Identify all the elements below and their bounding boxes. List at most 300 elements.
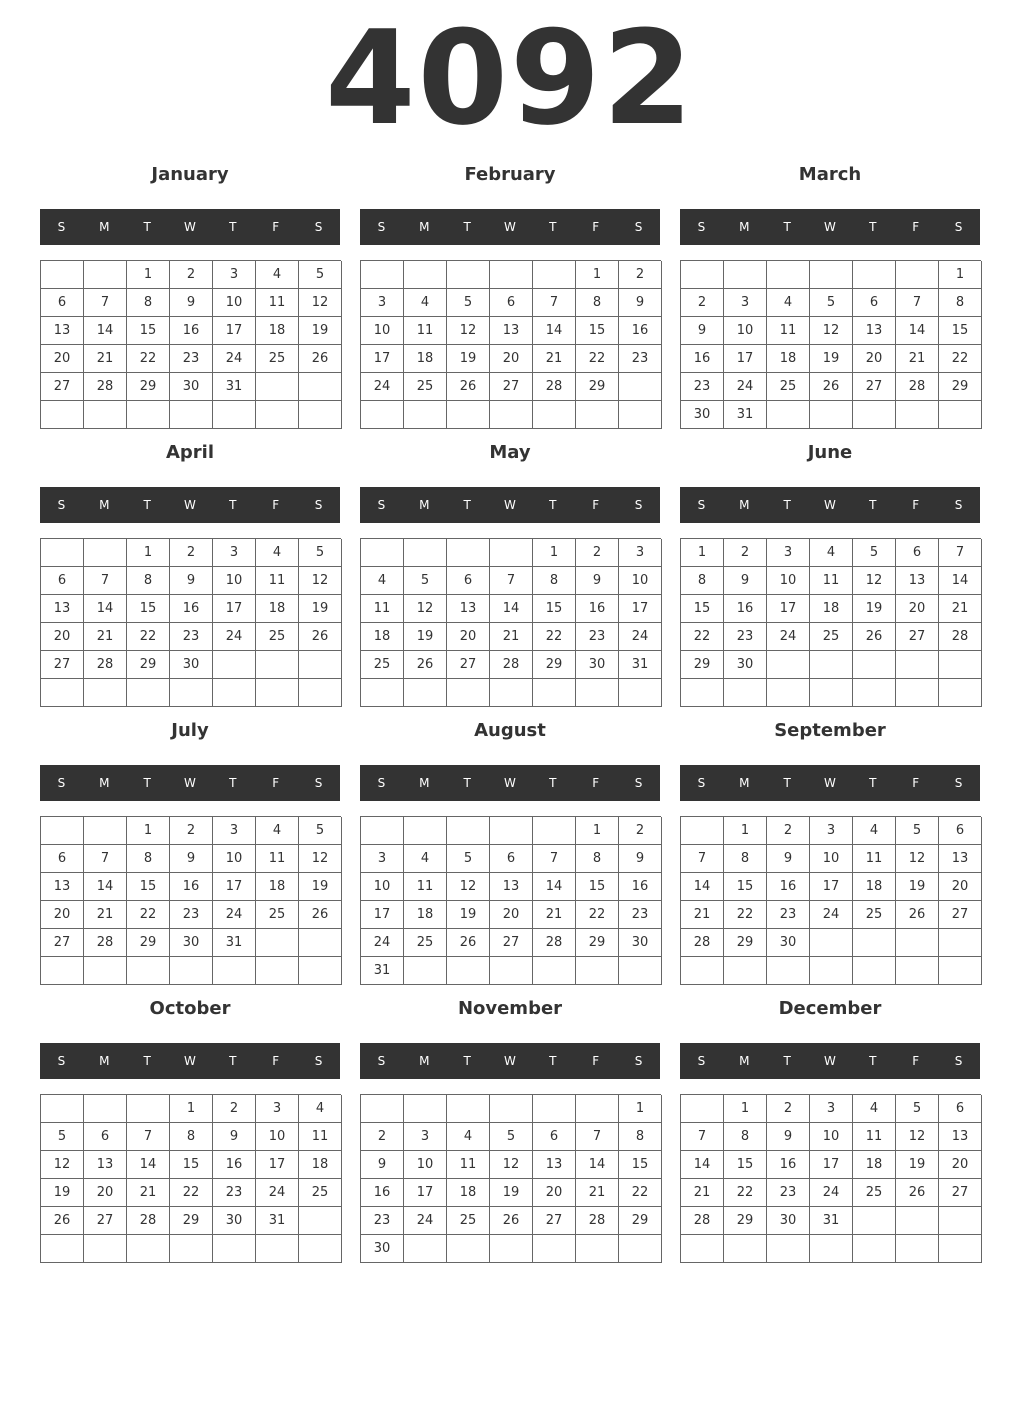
day-cell: 1 [724,1095,767,1123]
day-cell: 8 [127,845,170,873]
empty-cell [853,957,896,985]
day-cell: 18 [404,345,447,373]
day-cell: 8 [576,289,619,317]
day-cell: 22 [681,623,724,651]
day-cell: 10 [767,567,810,595]
day-cell: 21 [490,623,533,651]
day-cell: 27 [41,373,84,401]
day-cell: 6 [41,845,84,873]
day-cell: 11 [853,845,896,873]
day-cell: 23 [213,1179,256,1207]
day-cell: 31 [213,929,256,957]
day-cell: 12 [299,567,342,595]
empty-cell [896,1235,939,1263]
day-cell: 2 [170,539,213,567]
empty-cell [213,651,256,679]
day-cell: 7 [681,845,724,873]
day-cell: 28 [84,929,127,957]
empty-cell [490,261,533,289]
day-cell: 18 [299,1151,342,1179]
weekday-label: F [912,220,920,234]
month-name: July [171,720,209,741]
empty-cell [896,1207,939,1235]
weekday-label: W [504,776,516,790]
day-cell: 26 [853,623,896,651]
day-cell: 24 [810,901,853,929]
month-name: September [774,720,886,741]
day-cell: 28 [939,623,982,651]
day-cell: 16 [724,595,767,623]
weekday-header [40,765,340,801]
empty-cell [170,957,213,985]
day-cell: 20 [41,345,84,373]
day-cell: 3 [767,539,810,567]
day-cell: 23 [576,623,619,651]
day-cell: 10 [810,1123,853,1151]
day-cell: 25 [404,929,447,957]
weekday-label: S [377,1054,386,1068]
day-cell: 12 [41,1151,84,1179]
day-cell: 2 [170,817,213,845]
day-cell: 20 [490,345,533,373]
weekday-header [680,487,980,523]
day-cell: 5 [299,817,342,845]
day-cell: 29 [939,373,982,401]
month-name: June [807,442,853,463]
day-cell: 27 [41,651,84,679]
weekday-header [680,765,980,801]
day-cell: 7 [127,1123,170,1151]
day-cell: 25 [361,651,404,679]
empty-cell [896,957,939,985]
empty-cell [939,929,982,957]
weekday-header [360,209,660,245]
day-cell: 15 [681,595,724,623]
weekday-label: T [869,498,877,512]
empty-cell [299,401,342,429]
empty-cell [84,817,127,845]
day-cell: 12 [853,567,896,595]
weekday-label: M [99,498,110,512]
day-cell: 15 [576,317,619,345]
day-cell: 1 [127,261,170,289]
weekday-label: S [314,776,323,790]
day-cell: 17 [213,595,256,623]
day-cell: 25 [853,1179,896,1207]
empty-cell [767,957,810,985]
weekday-label: F [272,1054,280,1068]
day-cell: 25 [256,623,299,651]
day-cell: 29 [724,929,767,957]
weekday-label: S [954,498,963,512]
day-cell: 10 [213,567,256,595]
weekday-label: W [184,498,196,512]
day-cell: 30 [724,651,767,679]
day-cell: 24 [361,929,404,957]
day-cell: 31 [619,651,662,679]
day-cell: 15 [939,317,982,345]
day-cell: 7 [490,567,533,595]
weekday-label: S [954,1054,963,1068]
day-cell: 3 [213,539,256,567]
day-cell: 30 [681,401,724,429]
days-grid [360,260,661,429]
day-cell: 25 [810,623,853,651]
day-cell: 27 [939,901,982,929]
month-name: December [778,998,882,1019]
day-cell: 19 [490,1179,533,1207]
weekday-label: W [184,220,196,234]
day-cell: 28 [84,651,127,679]
empty-cell [681,1235,724,1263]
day-cell: 17 [213,873,256,901]
empty-cell [619,401,662,429]
weekday-label: M [99,776,110,790]
day-cell: 25 [256,901,299,929]
day-cell: 9 [619,845,662,873]
day-cell: 30 [619,929,662,957]
day-cell: 23 [681,373,724,401]
empty-cell [213,1235,256,1263]
empty-cell [896,401,939,429]
day-cell: 15 [619,1151,662,1179]
day-cell: 16 [767,873,810,901]
weekday-label: F [592,498,600,512]
empty-cell [619,1235,662,1263]
empty-cell [767,401,810,429]
day-cell: 28 [681,929,724,957]
day-cell: 15 [724,873,767,901]
day-cell: 14 [84,317,127,345]
empty-cell [256,401,299,429]
empty-cell [299,651,342,679]
empty-cell [490,401,533,429]
day-cell: 23 [619,345,662,373]
day-cell: 18 [810,595,853,623]
day-cell: 10 [256,1123,299,1151]
weekday-label: S [634,1054,643,1068]
day-cell: 13 [939,1123,982,1151]
day-cell: 8 [170,1123,213,1151]
day-cell: 1 [681,539,724,567]
day-cell: 6 [41,567,84,595]
day-cell: 14 [84,873,127,901]
empty-cell [41,957,84,985]
empty-cell [896,261,939,289]
empty-cell [127,401,170,429]
day-cell: 7 [576,1123,619,1151]
month-name: January [151,164,229,185]
empty-cell [810,261,853,289]
weekday-label: M [739,220,750,234]
days-grid [680,538,981,707]
empty-cell [853,651,896,679]
empty-cell [361,261,404,289]
weekday-label: F [272,220,280,234]
day-cell: 11 [361,595,404,623]
day-cell: 5 [896,817,939,845]
day-cell: 14 [681,873,724,901]
day-cell: 21 [533,901,576,929]
day-cell: 26 [490,1207,533,1235]
empty-cell [84,957,127,985]
day-cell: 4 [256,261,299,289]
empty-cell [41,261,84,289]
weekday-header [40,487,340,523]
day-cell: 4 [810,539,853,567]
day-cell: 4 [404,289,447,317]
empty-cell [256,957,299,985]
day-cell: 8 [724,845,767,873]
weekday-label: M [419,776,430,790]
empty-cell [404,679,447,707]
empty-cell [576,957,619,985]
day-cell: 26 [810,373,853,401]
weekday-label: T [549,220,557,234]
day-cell: 9 [170,845,213,873]
empty-cell [853,679,896,707]
day-cell: 22 [939,345,982,373]
day-cell: 31 [810,1207,853,1235]
day-cell: 20 [939,1151,982,1179]
day-cell: 17 [361,345,404,373]
weekday-label: S [314,220,323,234]
weekday-label: S [377,776,386,790]
weekday-label: S [954,776,963,790]
day-cell: 21 [896,345,939,373]
empty-cell [681,817,724,845]
empty-cell [41,817,84,845]
day-cell: 14 [896,317,939,345]
day-cell: 21 [576,1179,619,1207]
day-cell: 12 [404,595,447,623]
day-cell: 9 [767,1123,810,1151]
day-cell: 17 [619,595,662,623]
day-cell: 14 [84,595,127,623]
day-cell: 31 [361,957,404,985]
day-cell: 1 [170,1095,213,1123]
empty-cell [447,1235,490,1263]
empty-cell [404,1095,447,1123]
weekday-label: S [377,498,386,512]
day-cell: 1 [724,817,767,845]
day-cell: 26 [896,901,939,929]
day-cell: 17 [810,1151,853,1179]
weekday-label: T [143,220,151,234]
day-cell: 27 [939,1179,982,1207]
month-name: November [457,998,563,1019]
day-cell: 23 [170,623,213,651]
empty-cell [533,957,576,985]
weekday-label: M [99,1054,110,1068]
empty-cell [533,1095,576,1123]
empty-cell [681,957,724,985]
day-cell: 19 [896,1151,939,1179]
day-cell: 27 [41,929,84,957]
year-title: 4092 [325,2,695,154]
empty-cell [767,261,810,289]
day-cell: 31 [724,401,767,429]
day-cell: 3 [361,289,404,317]
day-cell: 17 [724,345,767,373]
month-name: March [798,164,862,185]
empty-cell [810,957,853,985]
day-cell: 19 [447,345,490,373]
day-cell: 30 [170,373,213,401]
empty-cell [810,401,853,429]
day-cell: 8 [127,567,170,595]
empty-cell [447,957,490,985]
empty-cell [256,929,299,957]
day-cell: 5 [299,539,342,567]
day-cell: 5 [490,1123,533,1151]
weekday-label: T [783,498,791,512]
day-cell: 25 [447,1207,490,1235]
empty-cell [361,539,404,567]
empty-cell [447,817,490,845]
empty-cell [490,1235,533,1263]
day-cell: 10 [619,567,662,595]
day-cell: 27 [84,1207,127,1235]
empty-cell [127,1095,170,1123]
day-cell: 8 [939,289,982,317]
day-cell: 24 [256,1179,299,1207]
empty-cell [896,651,939,679]
empty-cell [681,679,724,707]
day-cell: 14 [490,595,533,623]
days-grid [680,816,981,985]
empty-cell [619,957,662,985]
empty-cell [576,1235,619,1263]
weekday-label: T [463,776,471,790]
day-cell: 18 [853,1151,896,1179]
day-cell: 5 [896,1095,939,1123]
empty-cell [767,651,810,679]
weekday-label: T [549,1054,557,1068]
empty-cell [256,679,299,707]
weekday-label: S [634,498,643,512]
day-cell: 29 [533,651,576,679]
day-cell: 5 [299,261,342,289]
empty-cell [939,401,982,429]
weekday-label: M [99,220,110,234]
day-cell: 3 [810,817,853,845]
days-grid [40,538,341,707]
day-cell: 29 [170,1207,213,1235]
weekday-label: F [912,498,920,512]
days-grid [360,538,661,707]
empty-cell [576,401,619,429]
day-cell: 16 [681,345,724,373]
day-cell: 11 [447,1151,490,1179]
empty-cell [681,261,724,289]
empty-cell [299,679,342,707]
weekday-label: W [824,220,836,234]
day-cell: 22 [127,623,170,651]
day-cell: 19 [896,873,939,901]
day-cell: 14 [533,317,576,345]
day-cell: 26 [447,929,490,957]
weekday-label: F [272,776,280,790]
weekday-header [360,1043,660,1079]
day-cell: 30 [767,1207,810,1235]
weekday-label: T [463,498,471,512]
day-cell: 18 [404,901,447,929]
day-cell: 4 [767,289,810,317]
empty-cell [681,1095,724,1123]
day-cell: 29 [724,1207,767,1235]
empty-cell [213,401,256,429]
empty-cell [896,679,939,707]
day-cell: 13 [533,1151,576,1179]
weekday-label: S [314,1054,323,1068]
day-cell: 22 [724,901,767,929]
empty-cell [256,1235,299,1263]
day-cell: 24 [361,373,404,401]
weekday-label: S [634,776,643,790]
empty-cell [256,651,299,679]
day-cell: 22 [576,901,619,929]
day-cell: 27 [490,929,533,957]
empty-cell [127,1235,170,1263]
day-cell: 21 [681,1179,724,1207]
day-cell: 16 [213,1151,256,1179]
day-cell: 14 [576,1151,619,1179]
day-cell: 7 [681,1123,724,1151]
weekday-label: T [549,498,557,512]
day-cell: 1 [127,817,170,845]
day-cell: 9 [767,845,810,873]
empty-cell [170,1235,213,1263]
days-grid [360,816,661,985]
empty-cell [170,679,213,707]
day-cell: 7 [533,845,576,873]
day-cell: 6 [490,289,533,317]
day-cell: 28 [490,651,533,679]
day-cell: 27 [490,373,533,401]
day-cell: 8 [681,567,724,595]
day-cell: 4 [853,817,896,845]
month-name: May [489,442,531,463]
day-cell: 12 [299,845,342,873]
day-cell: 26 [299,623,342,651]
day-cell: 23 [170,901,213,929]
day-cell: 2 [767,1095,810,1123]
empty-cell [404,957,447,985]
day-cell: 22 [619,1179,662,1207]
empty-cell [404,401,447,429]
day-cell: 4 [256,539,299,567]
day-cell: 30 [576,651,619,679]
day-cell: 27 [853,373,896,401]
day-cell: 12 [490,1151,533,1179]
day-cell: 2 [576,539,619,567]
day-cell: 9 [576,567,619,595]
day-cell: 1 [533,539,576,567]
empty-cell [490,957,533,985]
empty-cell [361,679,404,707]
day-cell: 10 [361,873,404,901]
day-cell: 20 [84,1179,127,1207]
empty-cell [939,957,982,985]
day-cell: 7 [84,567,127,595]
day-cell: 11 [256,567,299,595]
day-cell: 5 [810,289,853,317]
empty-cell [533,817,576,845]
weekday-label: S [377,220,386,234]
day-cell: 2 [619,261,662,289]
day-cell: 26 [447,373,490,401]
